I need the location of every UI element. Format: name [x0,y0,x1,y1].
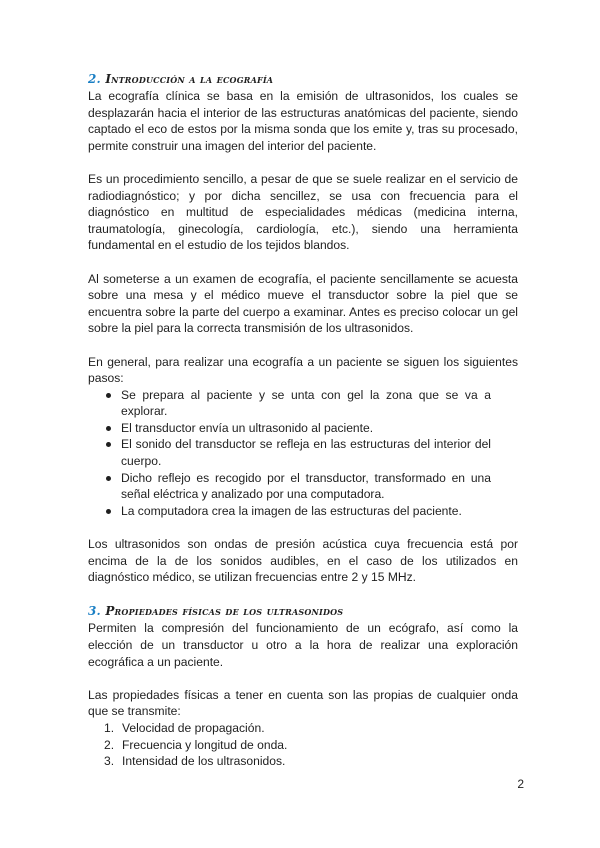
procedure-step: Se prepara al paciente y se unta con gel la zona que se va a explorar. [106,387,491,420]
page-content [88,70,518,770]
section-2-title: Introducción a la ecografía [105,72,274,86]
section-3-title: Propiedades físicas de los ultrasonidos [105,604,344,619]
section-2-closing-paragraph: Los ultrasonidos son ondas de presión acústica cuya frecuencia está por encima de la de los sonidos audibles, en el caso de los utilizados en diagnóstico médico, se utilizan frecuencias entre 2 y 15 MHz. [88,537,518,585]
section-3-paragraph-1: Permiten la compresión del funcionamiento de un ecógrafo, así como la elección de un transductor u otro a la hora de realizar una exploración ecográfica a un paciente. [88,621,518,669]
property-item [104,737,518,754]
property-text: Velocidad de propagación. [122,720,265,735]
property-item [104,753,518,770]
section-3-number: 3. [88,604,101,619]
section-2-paragraph-2: Es un procedimiento sencillo, a pesar de que se suele realizar en el servicio de radiodiagnóstico; y por dicha sencillez, se usa con frecuencia para el diagnóstico en multitud de especialidades médicas (medicina interna, traumatología, ginecología, cardiología, etc.), siendo una herramienta fundamental en el estudio de los tejidos blandos. [88,171,518,253]
property-number: 2. [104,737,115,752]
property-item [104,720,518,737]
procedure-step: El sonido del transductor se refleja en las estructuras del interior del cuerpo. [106,436,491,469]
procedure-step: La computadora crea la imagen de las estructuras del paciente. [106,503,491,520]
section-2-paragraph-4: En general, para realizar una ecografía a un paciente se siguen los siguientes pasos: [88,354,518,386]
procedure-step: El transductor envía un ultrasonido al paciente. [106,420,491,437]
property-text: Intensidad de los ultrasonidos. [122,754,286,769]
section-2-heading [88,70,518,88]
procedure-steps-list [88,387,518,520]
property-text: Frecuencia y longitud de onda. [122,737,288,752]
property-number: 1. [104,720,115,735]
section-2-paragraph-1: La ecografía clínica se basa en la emisión de ultrasonidos, los cuales se desplazarán hacia el interior de las estructuras anatómicas del paciente, siendo captado el eco de estos por la misma sonda que los emite y, tras su procesado, permite construir una imagen del interior del paciente. [88,89,518,153]
procedure-step: Dicho reflejo es recogido por el transductor, transformado en una señal eléctrica y analizado por una computadora. [106,470,491,503]
page-number: 2 [517,777,524,791]
section-2-number: 2. [88,72,101,86]
section-3-paragraph-2: Las propiedades físicas a tener en cuenta son las propias de cualquier onda que se transmite: [88,687,518,719]
section-2-paragraph-3: Al someterse a un examen de ecografía, el paciente sencillamente se acuesta sobre una mesa y el médico mueve el transductor sobre la piel que se encuentra sobre la parte del cuerpo a examinar. Antes es preciso colocar un gel sobre la piel para la correcta transmisión de los ultrasonidos. [88,271,518,336]
property-number: 3. [104,754,115,769]
section-3-heading [88,602,518,620]
physical-properties-list [88,720,518,770]
